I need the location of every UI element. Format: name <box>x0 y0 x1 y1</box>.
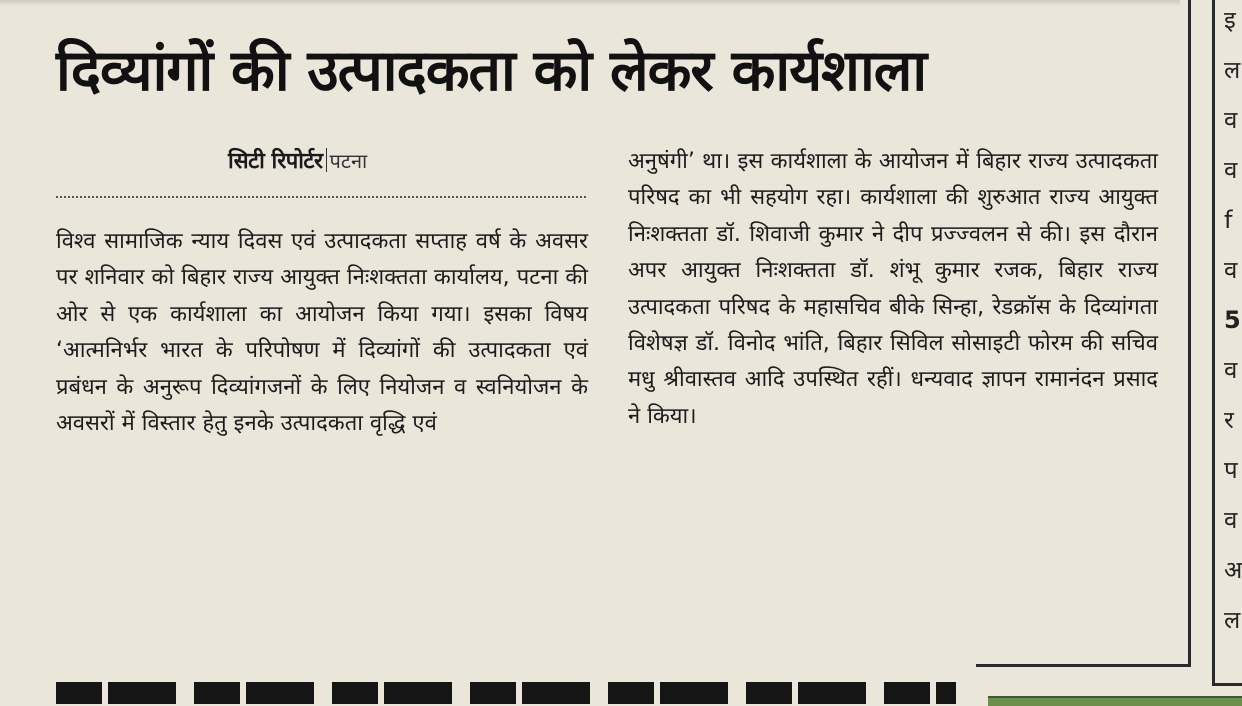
adjacent-fragment: अ <box>1224 556 1242 584</box>
byline-dotted-rule <box>56 196 586 198</box>
article-headline: दिव्यांगों की उत्पादकता को लेकर कार्यशाला <box>56 38 927 104</box>
adjacent-fragment: 5 <box>1224 306 1241 334</box>
byline-separator <box>326 148 327 172</box>
column-1-text: विश्व सामाजिक न्याय दिवस एवं उत्पादकता सप्ताह वर्ष के अवसर पर शनिवार को बिहार राज्य आयुक्त निःशक्तता कार्यालय, पटना की ओर से एक कार्यशाला का आयोजन किया गया। इसका विषय ‘आत्मनिर्भर भारत के परिपोषण में दिव्यांगों की उत्पादकता एवं प्रबंधन के अनुरूप दिव्यांगजनों के लिए नियोजन व स्वनियोजन के अवसरों में विस्तार हेतु इनके उत्पादकता वृद्धि एवं <box>56 229 588 437</box>
article-right-border <box>1188 0 1191 666</box>
adjacent-fragment: f <box>1224 206 1233 234</box>
article-bottom-border <box>976 664 1191 667</box>
adjacent-box-border <box>1212 0 1215 686</box>
next-article-headline-cutoff <box>56 676 956 704</box>
adjacent-fragment: व <box>1224 506 1238 534</box>
adjacent-green-box <box>988 696 1242 706</box>
adjacent-fragment: व <box>1224 156 1238 184</box>
byline-location: पटना <box>329 149 368 173</box>
column-2-text: अनुषंगी’ था। इस कार्यशाला के आयोजन में बिहार राज्य उत्पादकता परिषद का भी सहयोग रहा। कार्यशाला की शुरुआत राज्य आयुक्त निःशक्तता डॉ. शिवाजी कुमार ने दीप प्रज्ज्वलन से की। इस दौरान अपर आयुक्त निःशक्तता डॉ. शंभू कुमार रजक, बिहार राज्य उत्पादकता परिषद के महासचिव बीके सिन्हा, रेडक्रॉस के दिव्यांगता विशेषज्ञ डॉ. विनोद भांति, बिहार सिविल सोसाइटी फोरम की सचिव मधु श्रीवास्तव आदि उपस्थित रहीं। धन्यवाद ज्ञापन रामानंदन प्रसाद ने किया। <box>628 149 1158 429</box>
adjacent-fragment: व <box>1224 106 1238 134</box>
byline <box>228 144 367 179</box>
article-column-1 <box>56 224 588 442</box>
adjacent-fragment: इ <box>1224 6 1236 34</box>
article-column-2 <box>628 144 1158 435</box>
previous-article-edge <box>0 0 1180 6</box>
adjacent-box-bottom-border <box>1212 683 1242 686</box>
byline-reporter: सिटी रिपोर्टर <box>228 149 323 174</box>
adjacent-fragment: र <box>1224 406 1234 434</box>
adjacent-fragment: ल <box>1224 606 1241 634</box>
cutoff-headline-glyphs <box>56 682 956 704</box>
adjacent-fragment: प <box>1224 456 1238 484</box>
adjacent-fragment: व <box>1224 256 1238 284</box>
adjacent-column-strip <box>1222 0 1242 680</box>
adjacent-fragment: ल <box>1224 56 1241 84</box>
adjacent-fragment: व <box>1224 356 1238 384</box>
